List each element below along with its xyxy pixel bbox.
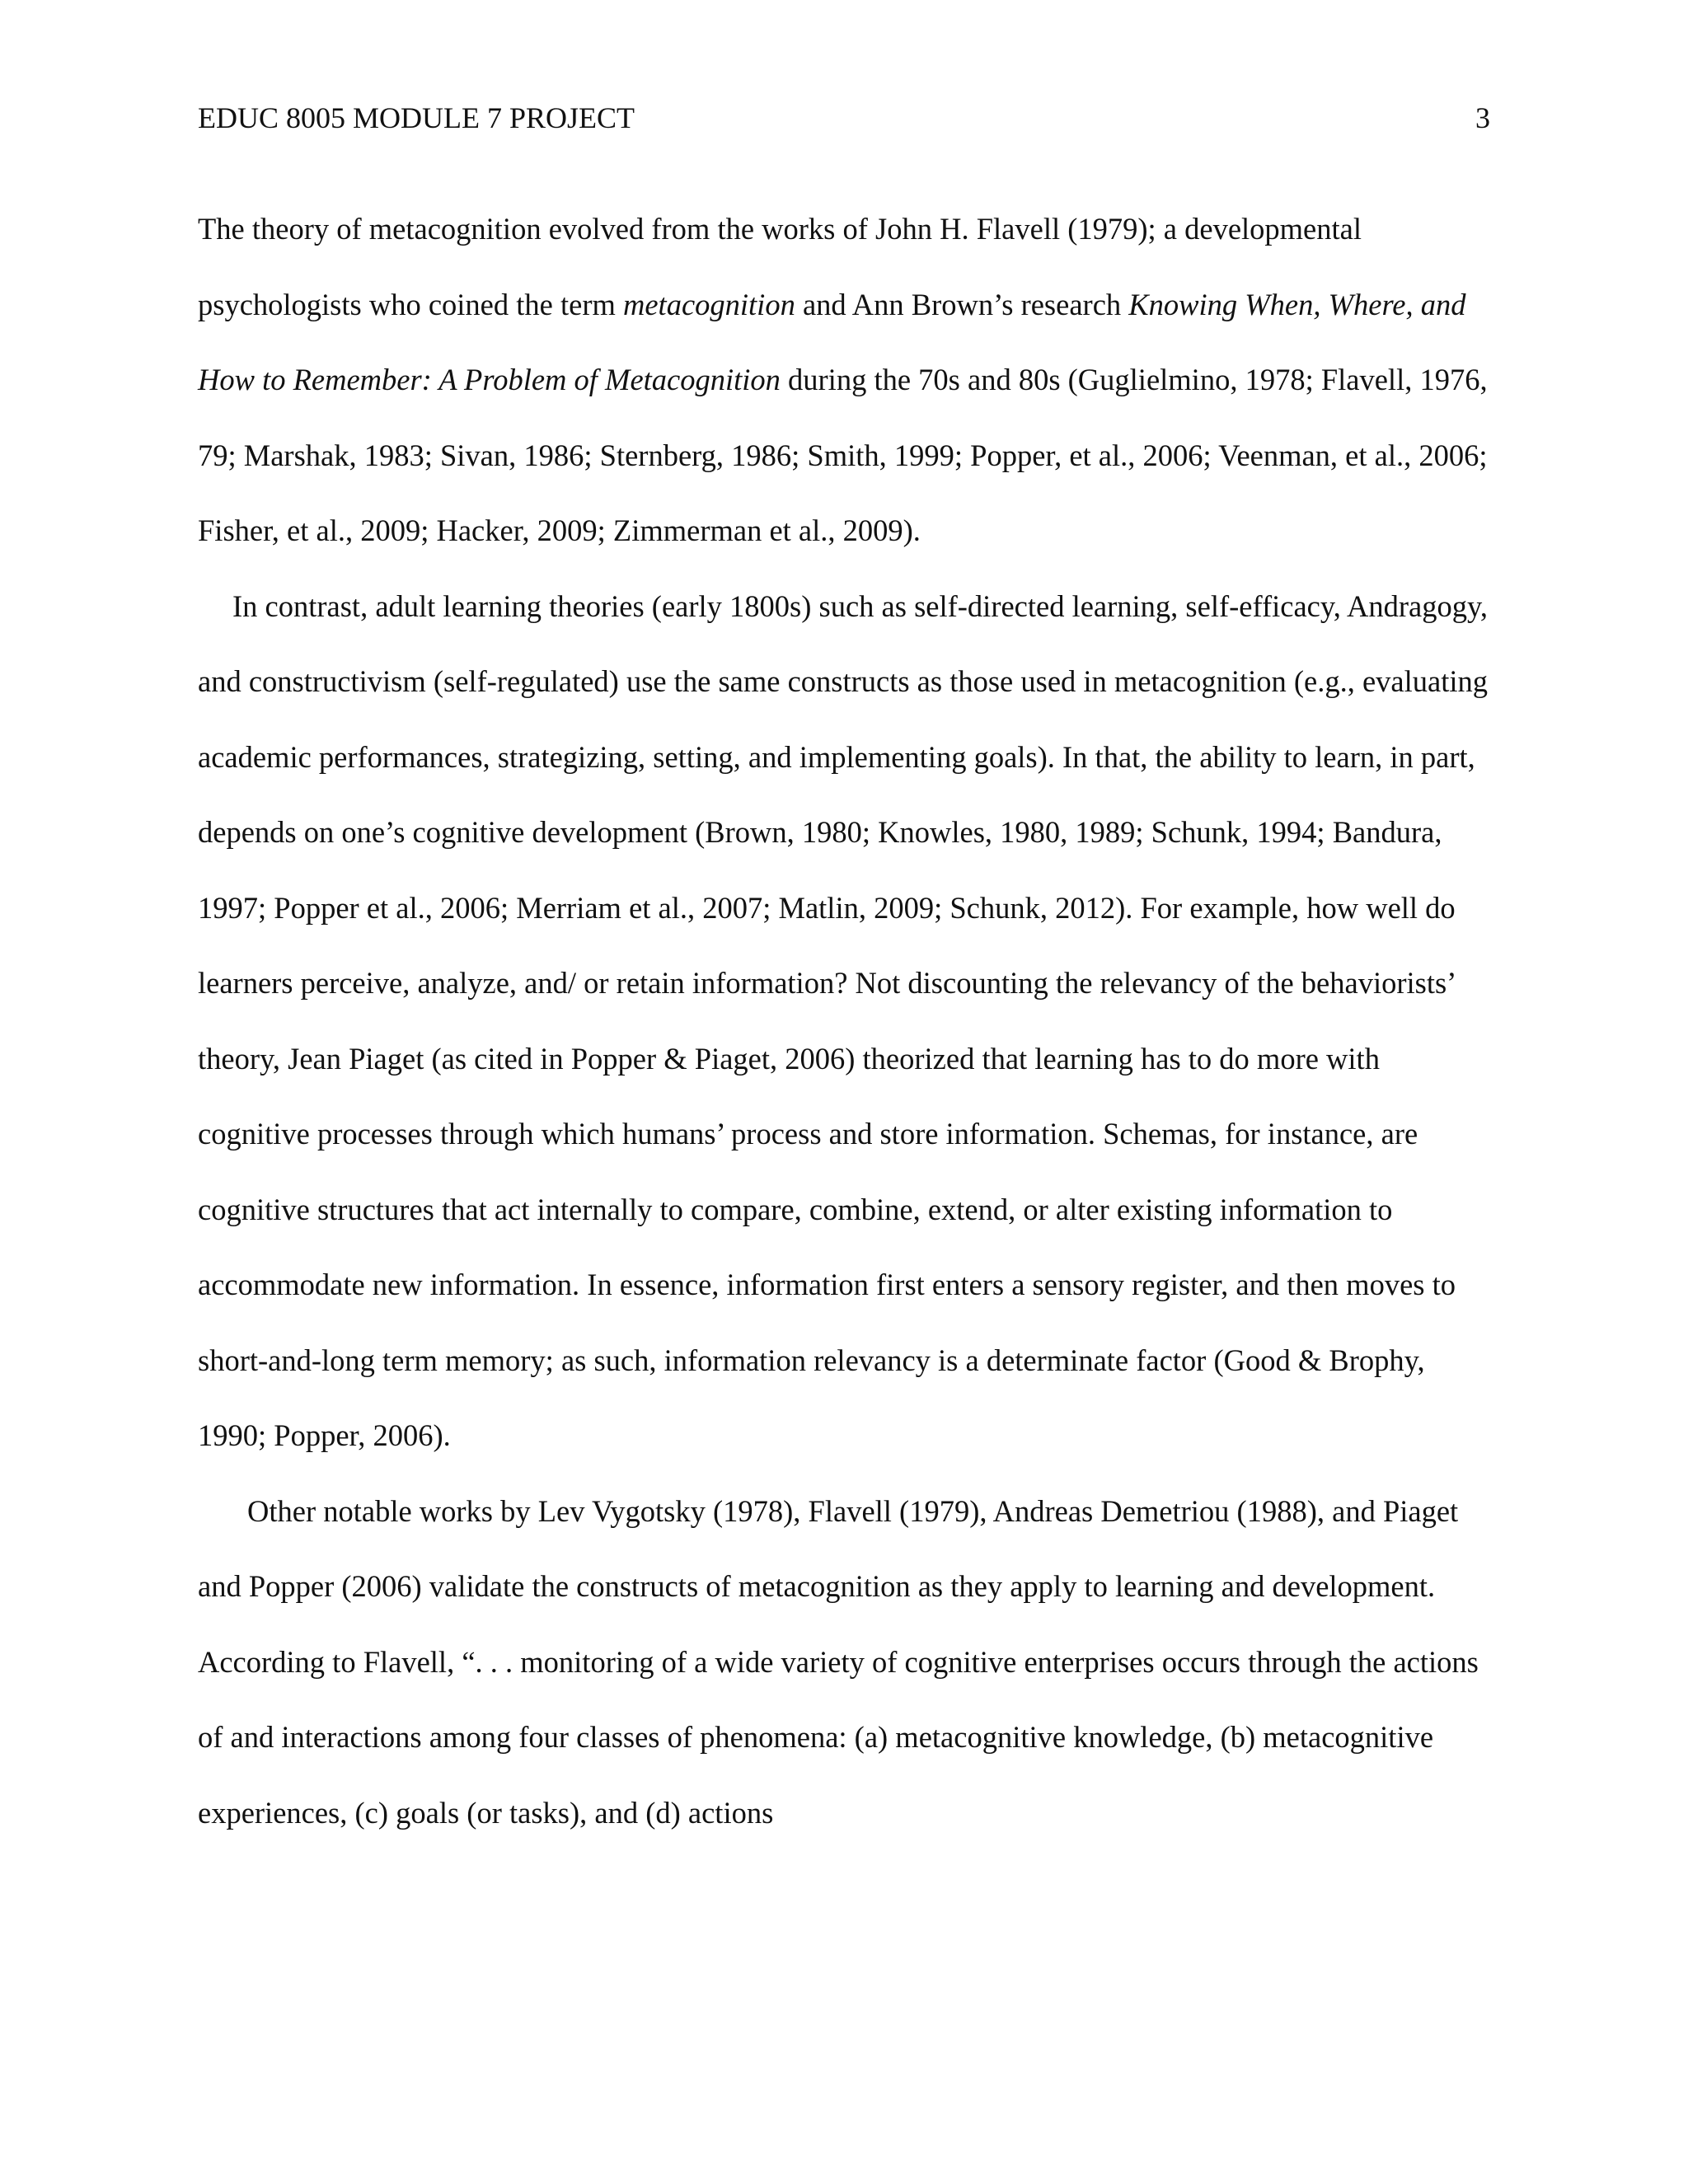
body-text [198, 191, 1490, 1850]
paragraph-1 [198, 191, 1490, 569]
paragraph-2: In contrast, adult learning theories (early 1800s) such as self-directed learning, self-efficacy, Andragogy, and constructivism (self-regulated) use the same constructs as those used in metacognition (e.g., evaluating academic performances, strategizing, setting, and implementing goals). In that, the ability to learn, in part, depends on one’s cognitive development (Brown, 1980; Knowles, 1980, 1989; Schunk, 1994; Bandura, 1997; Popper et al., 2006; Merriam et al., 2007; Matlin, 2009; Schunk, 2012). For example, how well do learners perceive, analyze, and/ or retain information? Not discounting the relevancy of the behaviorists’ theory, Jean Piaget (as cited in Popper & Piaget, 2006) theorized that learning has to do more with cognitive processes through which humans’ process and store information. Schemas, for instance, are cognitive structures that act internally to compare, combine, extend, or alter existing information to accommodate new information. In essence, information first enters a sensory register, and then moves to short-and-long term memory; as such, information relevancy is a determinate factor (Good & Brophy, 1990; Popper, 2006). [198, 588, 1488, 1452]
term-metacognition: metacognition [623, 287, 795, 321]
paragraph-1-text-a: The theory of metacognition evolved from the works of John H. Flavell (1979); a developmental psychologists who coined the term [198, 212, 1362, 321]
paragraph-1-text-b: and Ann Brown’s research [795, 287, 1129, 321]
research-title: Knowing When, Where, and How to Remember: A Problem of Metacognition [198, 287, 1466, 396]
page-number: 3 [1475, 101, 1490, 134]
paragraph-1-text-c: during the 70s and 80s (Guglielmino, 1978; Flavell, 1976, 79; Marshak, 1983; Sivan, 1986; Sternberg, 1986; Smith, 1999; Popper, et al., 2006; Veenman, et al., 2006; Fisher, et al., 2009; Hacker, 2009; Zimmerman et al., 2009). [198, 363, 1488, 547]
running-head-title: EDUC 8005 MODULE 7 PROJECT [198, 101, 635, 134]
running-head [198, 97, 1490, 138]
paragraph-3: Other notable works by Lev Vygotsky (1978), Flavell (1979), Andreas Demetriou (1988), and Piaget and Popper (2006) validate the constructs of metacognition as they apply to learning and development. According to Flavell, “. . . monitoring of a wide variety of cognitive enterprises occurs through the actions of and interactions among four classes of phenomena: (a) metacognitive knowledge, (b) metacognitive experiences, (c) goals (or tasks), and (d) actions [198, 1493, 1479, 1830]
